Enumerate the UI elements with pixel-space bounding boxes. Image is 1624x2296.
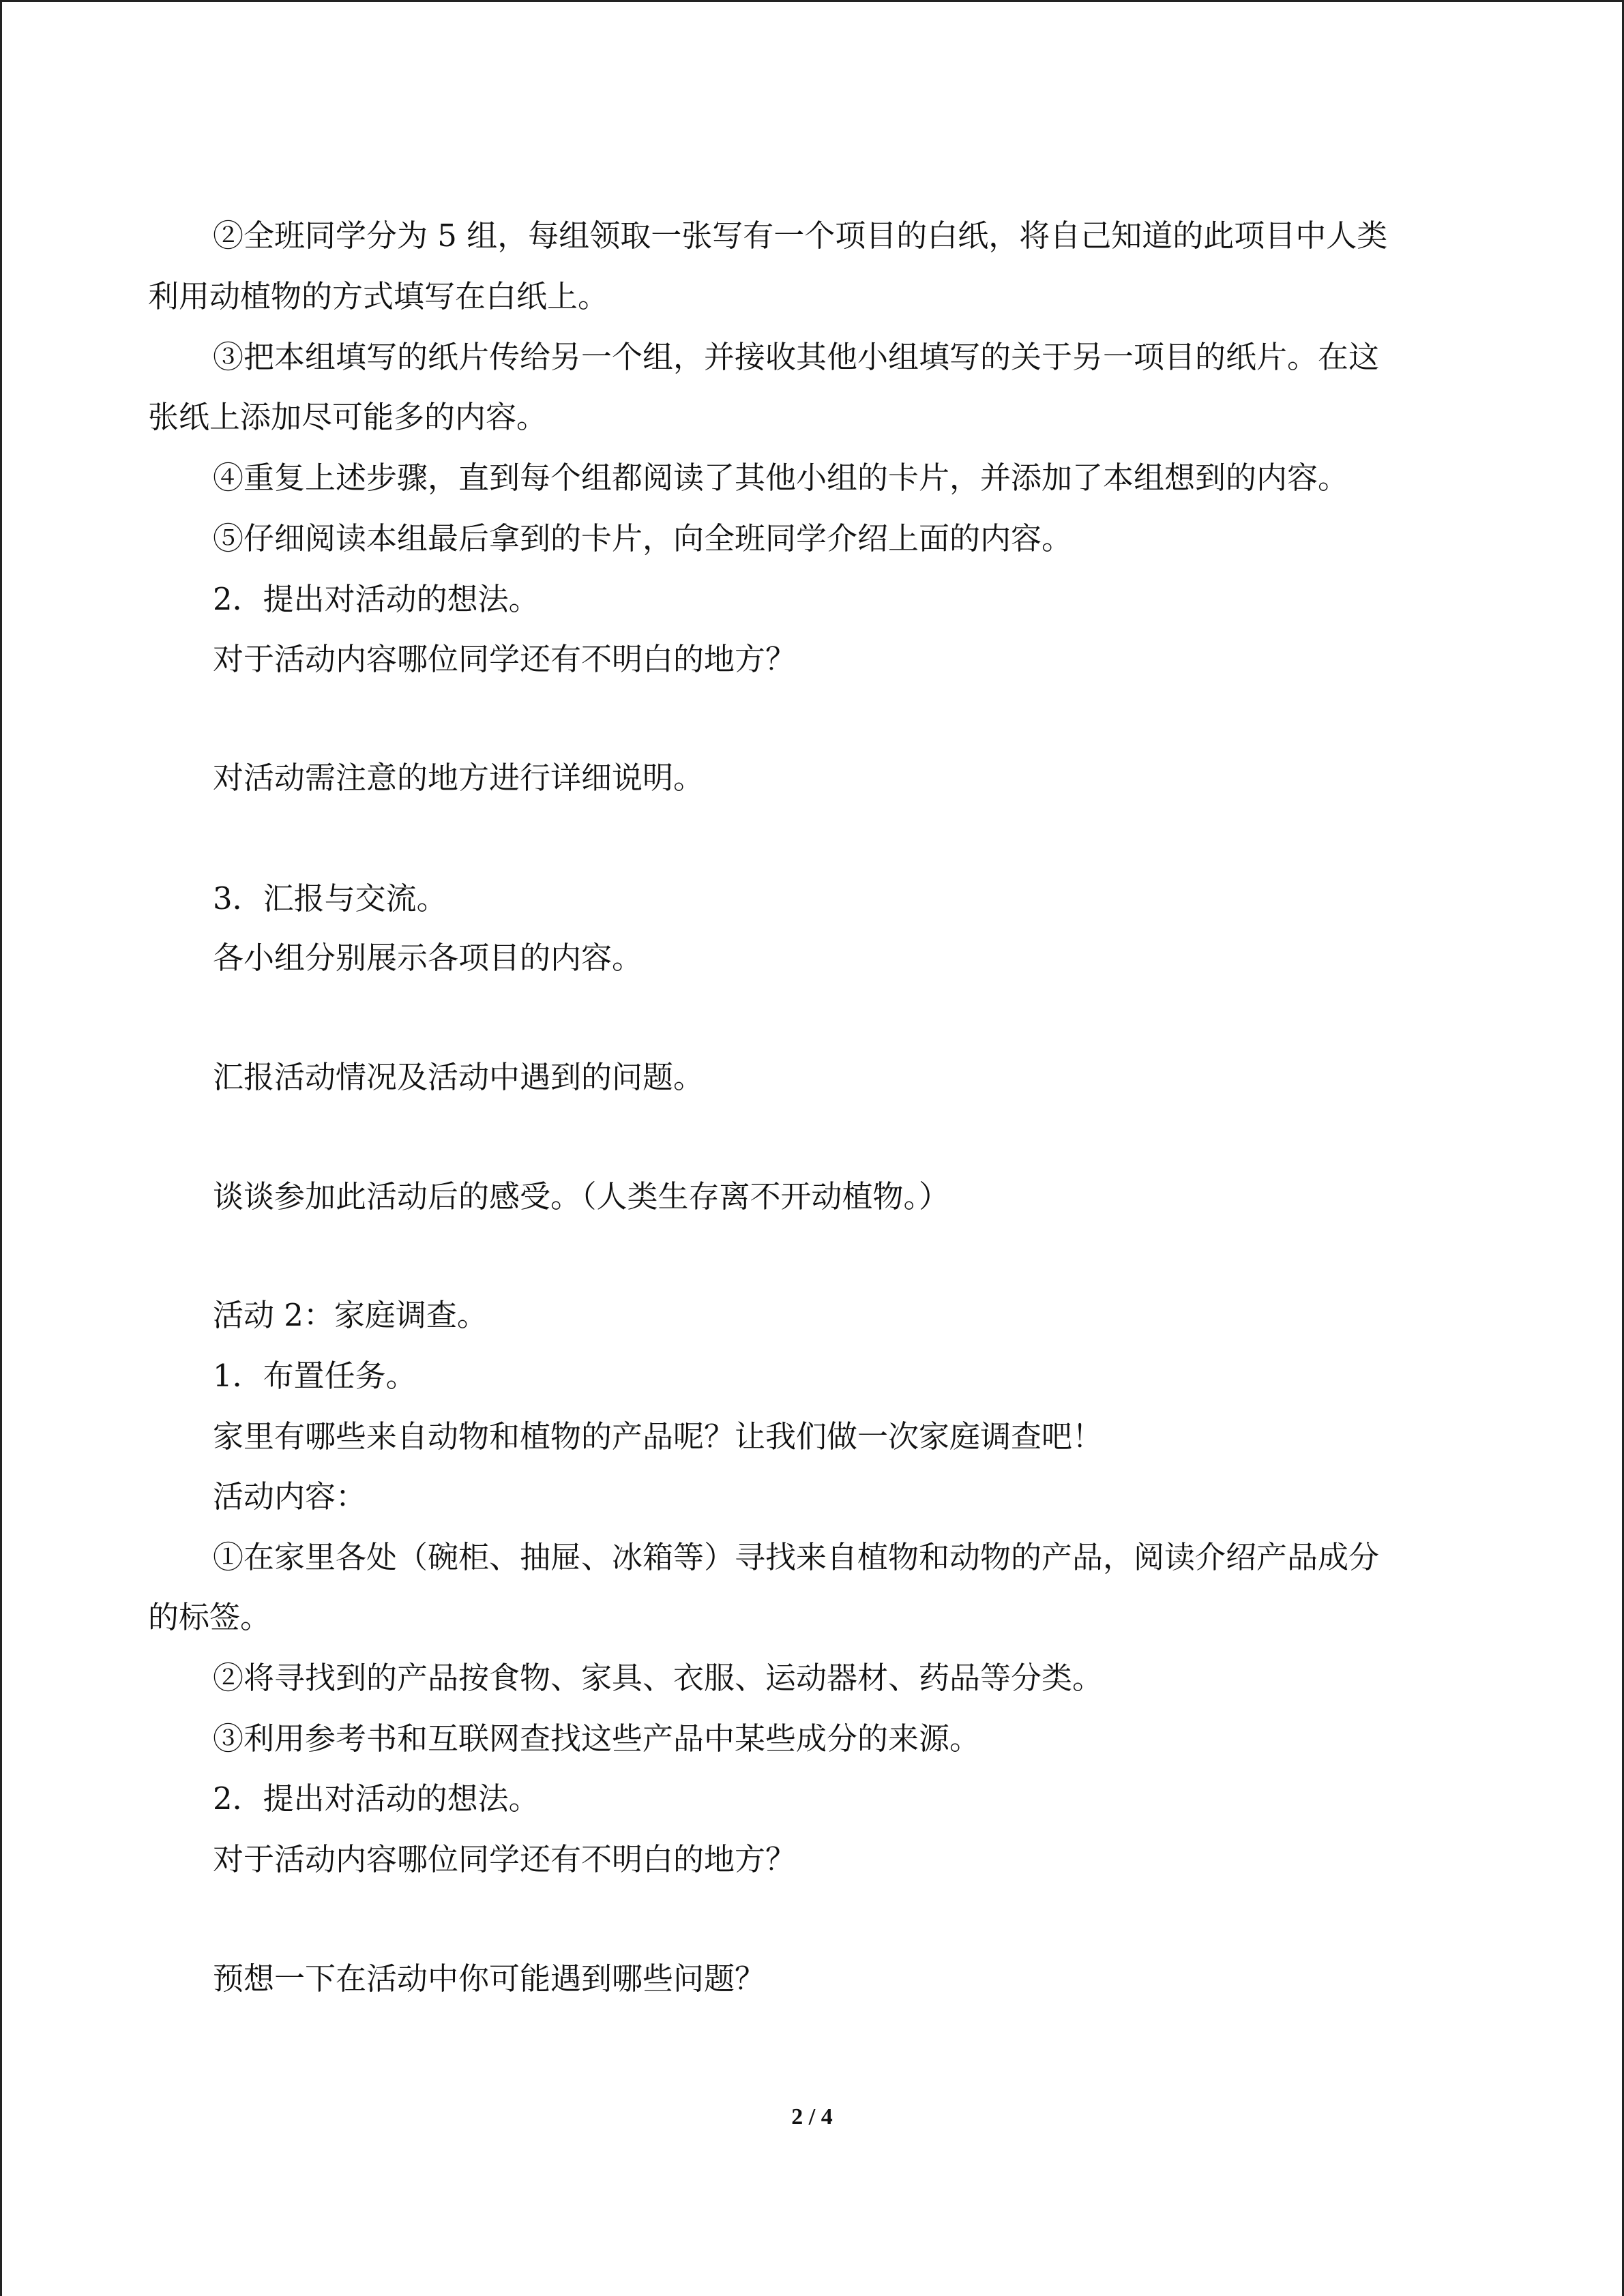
paragraph-line: 对活动需注意的地方进行详细说明。 <box>213 760 705 796</box>
paragraph-line: ③利用参考书和互联网查找这些产品中某些成分的来源。 <box>213 1720 981 1757</box>
paragraph-line: ②将寻找到的产品按食物、家具、衣服、运动器材、药品等分类。 <box>213 1660 1104 1696</box>
paragraph-line: 家里有哪些来自动物和植物的产品呢？让我们做一次家庭调查吧！ <box>213 1418 1104 1455</box>
paragraph-line: 利用动植物的方式填写在白纸上。 <box>148 278 609 314</box>
paragraph-line: 预想一下在活动中你可能遇到哪些问题？ <box>213 1960 766 1997</box>
paragraph-line: 3．汇报与交流。 <box>213 880 447 916</box>
paragraph-line: 的标签。 <box>148 1599 271 1635</box>
paragraph-line: 张纸上添加尽可能多的内容。 <box>148 399 548 435</box>
paragraph-line: 对于活动内容哪位同学还有不明白的地方？ <box>213 641 797 677</box>
paragraph-line: 汇报活动情况及活动中遇到的问题。 <box>213 1059 705 1095</box>
paragraph-line: ②全班同学分为 5 组，每组领取一张写有一个项目的白纸，将自己知道的此项目中人类 <box>213 218 1388 254</box>
paragraph-line: ①在家里各处（碗柜、抽屉、冰箱等）寻找来自植物和动物的产品，阅读介绍产品成分 <box>213 1539 1380 1575</box>
paragraph-line: 1．布置任务。 <box>213 1358 417 1394</box>
paragraph-line: ⑤仔细阅读本组最后拿到的卡片，向全班同学介绍上面的内容。 <box>213 520 1073 556</box>
paragraph-line: ④重复上述步骤，直到每个组都阅读了其他小组的卡片，并添加了本组想到的内容。 <box>213 460 1349 496</box>
paragraph-line: 2．提出对活动的想法。 <box>213 581 540 617</box>
paragraph-line: 对于活动内容哪位同学还有不明白的地方？ <box>213 1841 797 1877</box>
paragraph-line: 活动 2：家庭调查。 <box>213 1297 488 1333</box>
paragraph-line: 活动内容： <box>213 1478 367 1515</box>
paragraph-line: 谈谈参加此活动后的感受。（人类生存离不开动植物。） <box>213 1178 950 1214</box>
paragraph-line: 2．提出对活动的想法。 <box>213 1780 540 1817</box>
paragraph-line: ③把本组填写的纸片传给另一个组，并接收其他小组填写的关于另一项目的纸片。在这 <box>213 339 1380 375</box>
paragraph-line: 各小组分别展示各项目的内容。 <box>213 940 643 976</box>
page-number: 2 / 4 <box>791 2104 833 2130</box>
